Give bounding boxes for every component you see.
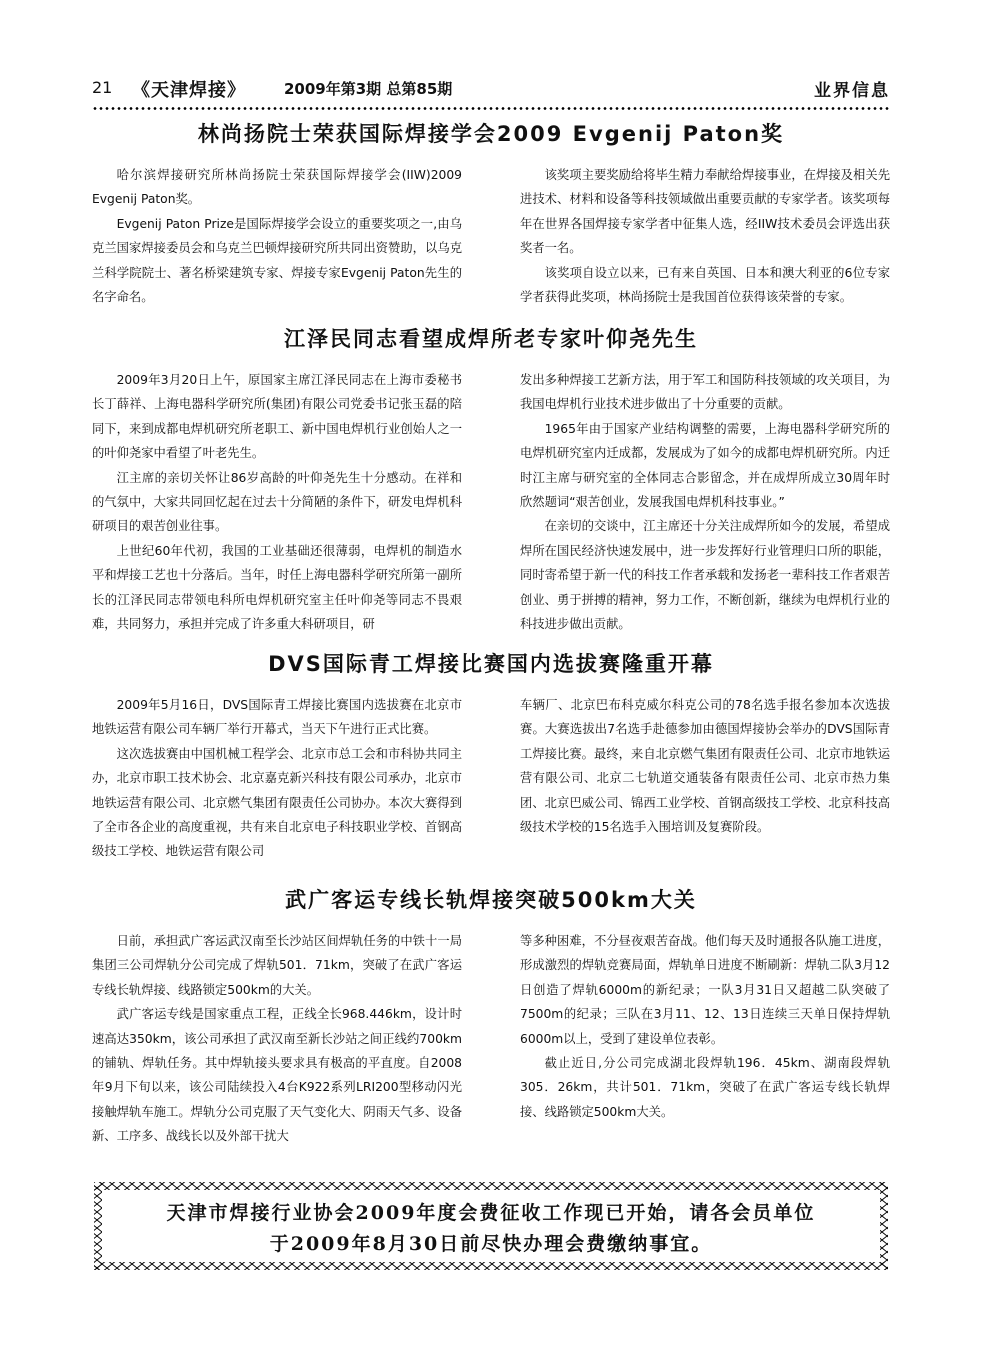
article-title: DVS国际青工焊接比赛国内选拔赛隆重开幕 xyxy=(268,652,714,676)
article-paton-award xyxy=(92,118,890,309)
page-header xyxy=(92,74,890,102)
issue-info: 2009年第3期 总第85期 xyxy=(284,80,453,98)
journal-title: 《天津焊接》 xyxy=(132,80,246,101)
article-right-column xyxy=(520,693,890,864)
page-number: 21 xyxy=(92,78,113,97)
paragraph: 这次选拔赛由中国机械工程学会、北京市总工会和市科协共同主办，北京市职工技术协会、北京嘉克新兴科技有限公司承办，北京市地铁运营有限公司、北京燃气集团有限责任公司协办。本次大赛得到了全市各企业的高度重视，共有来自北京电子科技职业学校、首钢高级技工学校、地铁运营有限公司 xyxy=(92,746,462,859)
article-right-column xyxy=(520,163,890,309)
paragraph: 武广客运专线是国家重点工程，正线全长968.446km，设计时速高达350km，该公司承担了武汉南至新长沙站之间正线约700km的铺轨、焊轨任务。其中焊轨接头要求具有极高的平直度。自2008年9月下旬以来，该公司陆续投入4台K922系列LRI200型移动闪光接触焊轨车施工。焊轨分公司克服了天气变化大、阴雨天气多、设备新、工序多、战线长以及外部干扰大 xyxy=(92,1007,462,1144)
article-left-column xyxy=(92,368,462,636)
paragraph: 该奖项主要奖励给将毕生精力奉献给焊接事业，在焊接及相关先进技术、材料和设备等科技领域做出重要贡献的专家学者。该奖项每年在世界各国焊接专家学者中征集人选，经IIW技术委员会评选出获奖者一名。 xyxy=(520,168,890,256)
paragraph: 在亲切的交谈中，江主席还十分关注成焊所如今的发展，希望成焊所在国民经济快速发展中，进一步发挥好行业管理归口所的职能，同时寄希望于新一代的科技工作者承载和发扬老一辈科技工作者艰苦创业、勇于拼搏的精神，努力工作，不断创新，继续为电焊机行业的科技进步做出贡献。 xyxy=(520,519,890,632)
article-dvs-contest xyxy=(92,648,890,864)
article-title: 林尚扬院士荣获国际焊接学会2009 Evgenij Paton奖 xyxy=(197,122,785,146)
membership-fee-notice xyxy=(92,1180,890,1272)
paragraph: 1965年由于国家产业结构调整的需要，上海电器科学研究所的电焊机研究室内迁成都，发展成为了如今的成都电焊机研究所。内迁时江主席与研究室的全体同志合影留念，并在成焊所成立30周年时欣然题词“艰苦创业，发展我国电焊机科技事业。” xyxy=(520,421,890,510)
paragraph: 等多种困难，不分昼夜艰苦奋战。他们每天及时通报各队施工进度，形成激烈的焊轨竞赛局面，焊轨单日进度不断刷新：焊轨二队3月12日创造了焊轨6000m的新纪录；一队3月31日又超越二队突破了7500m的纪录；三队在3月11、12、13日连续三天单日保持焊轨6000m以上，受到了建设单位表彰。 xyxy=(520,934,890,1046)
article-railway-welding xyxy=(92,884,890,1149)
header-dotted-rule xyxy=(92,106,890,111)
paragraph: 江主席的亲切关怀让86岁高龄的叶仰尧先生十分感动。在祥和的气氛中，大家共同回忆起在过去十分简陋的条件下，研发电焊机科研项目的艰苦创业往事。 xyxy=(92,470,462,534)
paragraph: 2009年5月16日，DVS国际青工焊接比赛国内选拔赛在北京市地铁运营有限公司车辆厂举行开幕式，当天下午进行正式比赛。 xyxy=(92,698,462,737)
article-left-column xyxy=(92,693,462,864)
paragraph: 上世纪60年代初，我国的工业基础还很薄弱，电焊机的制造水平和焊接工艺也十分落后。当年，时任上海电器科学研究所第一副所长的江泽民同志带领电科所电焊机研究室主任叶仰尧等同志不畏艰难，共同努力，承担并完成了许多重大科研项目，研 xyxy=(92,543,462,632)
article-right-column xyxy=(520,929,890,1149)
article-title: 武广客运专线长轨焊接突破500km大关 xyxy=(285,888,697,912)
article-left-column xyxy=(92,929,462,1149)
article-title: 江泽民同志看望成焊所老专家叶仰尧先生 xyxy=(284,327,698,351)
article-jiang-visit xyxy=(92,323,890,636)
paragraph: 发出多种焊接工艺新方法，用于军工和国防科技领域的攻关项目，为我国电焊机行业技术进步做出了十分重要的贡献。 xyxy=(520,373,890,412)
section-name: 业界信息 xyxy=(814,81,890,101)
paragraph: 该奖项自设立以来，已有来自英国、日本和澳大利亚的6位专家学者获得此奖项，林尚扬院士是我国首位获得该荣誉的专家。 xyxy=(520,265,890,305)
paragraph: 车辆厂、北京巴布科克威尔科克公司的78名选手报名参加本次选拔赛。大赛选拔出7名选手赴德参加由德国焊接协会举办的DVS国际青工焊接比赛。最终，来自北京燃气集团有限责任公司、北京市地铁运营有限公司、北京二七轨道交通装备有限责任公司、北京市热力集团、北京巴威公司、锦西工业学校、首钢高级技工学校、北京科技高级技术学校的15名选手入围培训及复赛阶段。 xyxy=(520,698,890,835)
article-left-column xyxy=(92,163,462,309)
notice-line: 天津市焊接行业协会2009年度会费征收工作现已开始，请各会员单位 xyxy=(166,1202,816,1224)
notice-line: 于2009年8月30日前尽快办理会费缴纳事宜。 xyxy=(269,1233,713,1255)
paragraph: Evgenij Paton Prize是国际焊接学会设立的重要奖项之一,由乌克兰国家焊接委员会和乌克兰巴顿焊接研究所共同出资赞助，以乌克兰科学院院士、著名桥梁建筑专家、焊接专家Evgenij Paton先生的名字命名。 xyxy=(92,216,462,305)
paragraph: 日前，承担武广客运武汉南至长沙站区间焊轨任务的中铁十一局集团三公司焊轨分公司完成了焊轨501．71km，突破了在武广客运专线长轨焊接、线路锁定500km的大关。 xyxy=(92,934,462,997)
article-right-column xyxy=(520,368,890,636)
paragraph: 2009年3月20日上午，原国家主席江泽民同志在上海市委秘书长丁薛祥、上海电器科学研究所(集团)有限公司党委书记张玉磊的陪同下，来到成都电焊机研究所老职工、新中国电焊机行业创始人之一的叶仰尧家中看望了叶老先生。 xyxy=(92,373,462,461)
paragraph: 截止近日,分公司完成湖北段焊轨196．45km、湖南段焊轨305．26km，共计501．71km，突破了在武广客运专线长轨焊接、线路锁定500km大关。 xyxy=(520,1056,890,1119)
notice-text xyxy=(92,1198,890,1260)
paragraph: 哈尔滨焊接研究所林尚扬院士荣获国际焊接学会(IIW)2009 Evgenij Paton奖。 xyxy=(92,168,462,207)
